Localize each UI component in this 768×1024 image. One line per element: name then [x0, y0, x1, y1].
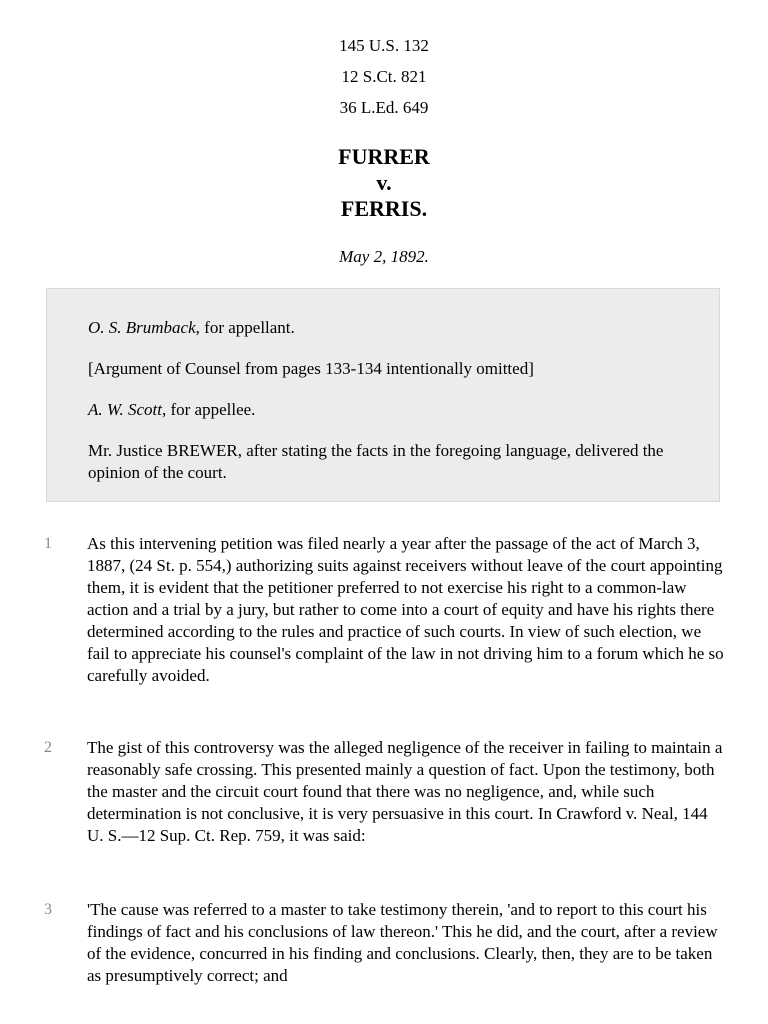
- paragraph-number: 2: [44, 739, 52, 756]
- decision-date: May 2, 1892.: [339, 247, 429, 266]
- omitted-argument-note: [Argument of Counsel from pages 133-134 intentionally omitted]: [88, 359, 534, 378]
- defendant-name: FERRIS.: [340, 196, 428, 221]
- citations: [0, 34, 768, 127]
- citation-led: 36 L.Ed. 649: [339, 98, 429, 117]
- plaintiff-name: FURRER: [338, 144, 430, 169]
- citation-us: 145 U.S. 132: [339, 36, 429, 55]
- paragraph-number: 3: [44, 901, 52, 918]
- citation-sct: 12 S.Ct. 821: [341, 67, 427, 86]
- opinion-intro: Mr. Justice BREWER, after stating the facts in the foregoing language, delivered the opinion of the court.: [88, 441, 664, 482]
- paragraph-text: As this intervening petition was filed nearly a year after the passage of the act of March 3, 1887, (24 St. p. 554,) authorizing suits against receivers without leave of the court appointing them, it is evident that the petitioner preferred to not exercise his right to a common-law action and a trial by a jury, but rather to come into a court of equity and have his rights there determined according to the rules and practice of such courts. In view of such election, we fail to appreciate his counsel's complaint of the law in not driving him to a forum which he so carefully avoided.: [87, 534, 724, 685]
- counsel-box: [46, 288, 720, 502]
- appellee-counsel-role: , for appellee.: [161, 400, 256, 419]
- appellant-counsel: [88, 317, 678, 339]
- versus-label: v.: [376, 170, 392, 195]
- paragraph-number: 1: [44, 535, 52, 552]
- appellee-counsel-name: A. W. Scott: [88, 400, 162, 419]
- appellant-counsel-role: , for appellant.: [195, 318, 295, 337]
- appellee-counsel: [88, 399, 678, 421]
- paragraph-text: 'The cause was referred to a master to take testimony therein, 'and to report to this court his findings of fact and his conclusions of law thereon.' This he did, and the court, after a review of the evidence, concurred in his finding and conclusions. Clearly, then, they are to be taken as presumptively correct; and: [87, 900, 718, 985]
- case-title: [0, 144, 768, 222]
- appellant-counsel-name: O. S. Brumback: [88, 318, 196, 337]
- paragraph-text: The gist of this controversy was the alleged negligence of the receiver in failing to maintain a reasonably safe crossing. This presented mainly a question of fact. Upon the testimony, both the master and the circuit court found that there was no negligence, and, while such determination is not conclusive, it is very persuasive in this court. In Crawford v. Neal, 144 U. S.—12 Sup. Ct. Rep. 759, it was said:: [87, 738, 723, 845]
